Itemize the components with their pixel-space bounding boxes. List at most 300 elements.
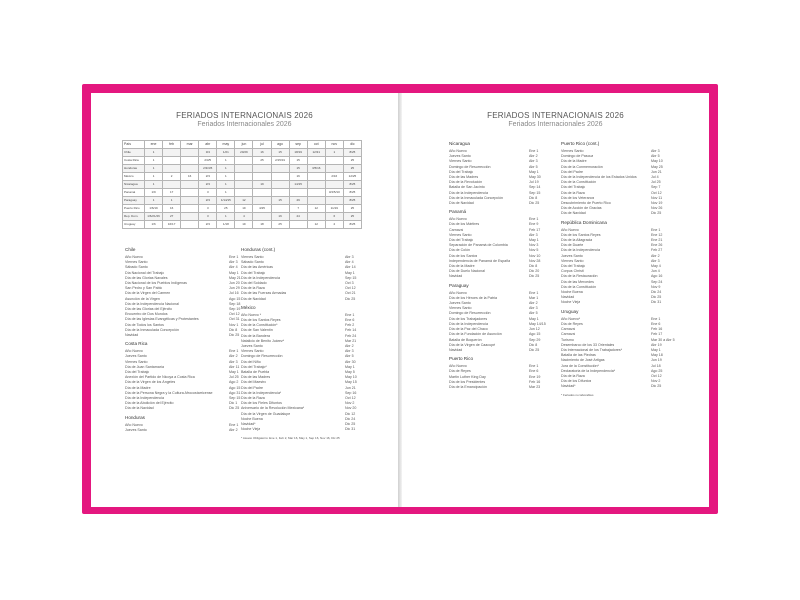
holiday-name: Día de Duarte [561,243,584,248]
holiday-date: Ago 16 [651,274,663,279]
holiday-name: Día del Soldado [241,281,267,286]
table-cell: 2/3/4/5 [199,165,217,173]
section-heading: República Dominicana [561,219,607,225]
holiday-date: Jul 25 [229,375,239,380]
holiday-name: Viernes Santo [449,306,472,311]
holiday-name: Día del Trabajo* [241,364,267,369]
holiday-name: Sábado Santo [125,265,148,270]
holiday-section [125,415,249,433]
holiday-name: Encuentro de Dos Mundos [125,312,168,317]
holiday-date: May 14/15 [529,321,546,326]
table-cell: 19 [253,181,271,189]
table-cell: 8/25 [343,149,361,157]
right-column-1 [449,141,549,393]
page-title: FERIADOS INTERNACIONAIS 2026 [176,111,313,120]
table-cell: 1/14/15 [217,197,235,205]
holiday-date: Dic 8 [229,327,238,332]
holiday-name: Día de los Santos Reyes [561,232,601,237]
holiday-name: Batalla de las Piedras [561,353,596,358]
table-cell: 2 [163,173,181,181]
holiday-name: Día de la Madre [125,385,151,390]
holiday-date: Jun 4 [651,269,660,274]
table-cell: 1/9 [145,189,163,197]
holiday-date: May 25 [651,164,663,169]
holiday-date: Abr 3 [345,255,354,259]
holiday-name: Día de la Persona Negra y la Cultura Afrocostarricense [125,390,213,395]
holiday-date: Abr 3 [651,149,660,153]
holiday-name: Día de la Virgen de Caacupé [449,342,496,347]
holiday-date: Dic 20 [529,269,540,274]
table-cell: 1 [145,157,163,165]
table-cell: 3 [199,189,217,197]
table-cell [235,165,253,173]
holiday-date: Oct 12 [345,396,356,401]
holiday-name: Anexión del Partido de Nicoya a Costa Rica [125,375,195,380]
table-cell: 19 [235,221,253,229]
holiday-row [561,211,671,216]
holiday-name: Día de las Iglesias Evangélicas y Protestantes [125,317,199,322]
holiday-date: Sep 18 [229,301,241,306]
holiday-date: May 1 [529,316,539,321]
holiday-date: Sep 7 [651,185,661,190]
holiday-name: Día de la Virgen del Carmen [125,291,171,296]
table-cell: 1/21 [217,149,235,157]
holiday-name: Año Nuevo* [561,316,581,321]
holiday-date: Nov 5 [529,248,539,253]
holiday-date: Oct 12 [651,373,662,378]
holiday-name: Año Nuevo [125,349,143,354]
holiday-name: Día de la Constitución [561,180,597,185]
holiday-date: Abr 2 [229,354,238,359]
holiday-name: Día de la Altagracia [561,238,593,243]
holiday-name: Día de Reyes [561,321,583,326]
table-header-cell: ago [271,141,289,149]
holiday-name: Día de la Constitución [561,284,597,289]
holiday-row [241,297,365,302]
holiday-name: Día del Niño [241,359,261,364]
table-cell [163,157,181,165]
holiday-name: Día del Trabajo [561,264,586,269]
holiday-name: Batalla de San Jacinto [449,185,485,190]
holiday-name: Día de los Veteranos [561,195,595,200]
holiday-date: Dic 25 [651,211,662,216]
holiday-name: Navidad* [561,384,576,389]
table-cell [163,165,181,173]
holiday-date: Nov 10 [529,253,541,258]
holiday-name: Jueves Santo [241,344,263,349]
table-cell [181,205,199,213]
holiday-date: Mar 1 [529,295,539,300]
holiday-date: Oct 12 [229,312,240,317]
holiday-name: Noche Buena [561,290,583,295]
holiday-date: Sep 14 [529,185,541,190]
holiday-name: Día de la Navidad [125,406,154,411]
table-cell [181,189,199,197]
table-cell: Honduras [123,165,145,173]
holiday-name: Día de Juan Santamaría [125,364,164,369]
table-cell: 15 [289,157,307,165]
holiday-date: Feb 17 [651,332,663,337]
table-header-cell: País [123,141,145,149]
table-cell [253,165,271,173]
holiday-name: Jueves Santo [125,354,147,359]
holiday-name: Día de la Inmaculada Concepción [125,327,179,332]
section-heading: Honduras (cont.) [241,247,276,252]
holiday-date: Oct 31 [229,317,240,322]
table-cell [271,205,289,213]
holiday-row [561,384,671,389]
holiday-date: Mar 23 [529,384,541,389]
holiday-name: Navidad* [241,422,256,427]
table-cell: 15 [271,197,289,205]
holiday-date: Dic 25 [529,201,540,206]
table-cell: 1 [217,181,235,189]
holiday-date: May 1 [229,370,239,375]
holiday-name: Día del Maestro [241,380,267,385]
holiday-name: Día de la Independencia [449,190,488,195]
holiday-name: Nacimiento de José Artigas [561,358,605,363]
holiday-date: Feb 24 [345,333,357,338]
table-row [123,197,362,205]
table-cell [271,173,289,181]
holiday-date: Dic 12 [345,411,356,416]
holiday-row [125,333,249,338]
holiday-date: May 30 [529,175,541,180]
section-heading: Nicaragua [449,141,470,146]
table-header-cell: ene [145,141,163,149]
table-cell: Rep. Dom. [123,213,145,221]
holiday-name: Día de los Fieles Difuntos [241,401,282,406]
holiday-name: Día de las Mercedes [561,279,594,284]
holiday-date: Feb 17 [529,227,541,232]
holiday-date: May 18 [651,353,663,358]
holiday-name: Viernes Santo [125,260,148,265]
holiday-date: Sep 29 [529,337,541,342]
table-cell: 12/25 [343,173,361,181]
holiday-name: Día de la Emancipación [449,384,487,389]
table-cell: 12 [307,221,325,229]
table-cell [307,157,325,165]
page-subtitle: Feriados Internacionales 2026 [508,121,603,128]
holiday-name: Día de los Santos Reyes [241,318,281,323]
holiday-date: Abr 11 [229,364,240,369]
table-row [123,189,362,197]
holiday-name: Separación de Panamá de Colombia [449,243,508,248]
holiday-date: Ene 1 [229,349,239,354]
holiday-name: Año Nuevo [125,422,143,427]
table-header-cell: nov [325,141,343,149]
holiday-date: Jul 19 [529,180,539,185]
page-title: FERIADOS INTERNACIONAIS 2026 [487,111,624,120]
table-row [123,165,362,173]
holiday-name: Día de la Virgen de los Ángeles [125,380,176,385]
section-heading: México [241,304,256,310]
holiday-name: Día de la Bandera [241,333,270,338]
table-cell: 8/25 [343,221,361,229]
holiday-name: Domingo de Resurrección [449,164,491,169]
table-cell [271,181,289,189]
holiday-name: Día de la Raza [241,286,265,291]
table-cell: 29 [289,197,307,205]
holiday-name: Día de Reyes [449,369,471,374]
holiday-date: Abr 5 [345,354,354,359]
table-cell [307,189,325,197]
holiday-name: Noche Buena [241,416,263,421]
holiday-date: May 5 [345,370,355,375]
table-cell [307,197,325,205]
table-cell: 12/31 [307,149,325,157]
holiday-row [561,300,671,305]
holiday-name: Día de la Fundación de Asunción [449,332,502,337]
holiday-name: Día de Acción de Gracias [561,206,602,211]
table-cell: 1 [145,165,163,173]
holiday-row [125,406,249,411]
table-cell: 1 [217,173,235,181]
table-cell: 3 [199,213,217,221]
holiday-name: Independencia de Panamá de España [449,258,511,263]
table-cell: 24 [289,213,307,221]
table-cell: 1 [145,149,163,157]
holiday-date: Nov 9 [651,284,661,289]
holiday-date: Sep 15 [345,275,357,280]
table-cell [307,213,325,221]
table-row [123,149,362,157]
holiday-date: Ene 6 [529,369,539,374]
table-cell: 3 [199,205,217,213]
holiday-name: Noche Vieja [561,300,581,305]
holiday-name: Día de la Constitución* [241,323,278,328]
holiday-date: May 4 [651,264,661,269]
holiday-date: Oct 21 [345,291,356,296]
table-header-cell: dic [343,141,361,149]
section-heading: Costa Rica [125,341,148,347]
table-cell: 2/3 [199,197,217,205]
table-header-cell: may [217,141,235,149]
table-cell [307,181,325,189]
left-column-2 [241,247,365,440]
table-cell: 1 [163,197,181,205]
table-cell: Puerto Rico [123,205,145,213]
holiday-date: Ene 1 [529,217,539,222]
holiday-name: Día de la Restauración [561,274,598,279]
table-cell: 12 [235,197,253,205]
holiday-row [449,201,549,206]
holiday-name: Año Nuevo [449,290,467,295]
holiday-name: Corpus Christi [561,269,584,274]
holiday-name: Día de la Independencia de los Estados Unidos [561,175,637,180]
holiday-name: Jueves Santo [125,427,147,432]
table-cell [163,149,181,157]
holiday-name: Viernes Santo [241,255,264,259]
holiday-section [125,341,249,411]
table-cell: 1 [217,165,235,173]
holiday-date: Dic 31 [651,300,662,305]
table-cell [325,181,343,189]
holiday-date: Ene 1 [229,255,239,259]
holiday-name: Navidad [561,295,575,300]
holiday-date: Jul 18 [651,363,661,368]
holiday-name: Sábado Santo [241,260,264,265]
holiday-name: Día de la Independencia [241,275,280,280]
holiday-date: Sep 24 [651,279,663,284]
holiday-date: Abr 2 [229,427,238,432]
holiday-date: Mar 30 a Abr 5 [651,337,675,342]
holiday-name: Asunción de la Virgen [125,296,160,301]
holiday-date: Ago 31 [229,390,241,395]
table-cell: 27 [163,213,181,221]
holiday-name: Día de la Inmaculada Concepción [449,195,503,200]
holiday-name: Batalla de Boquerón [449,337,482,342]
table-cell [235,189,253,197]
table-cell: 16 [271,213,289,221]
holiday-date: Sep 16 [345,390,357,395]
holiday-date: Ene 1 [651,227,661,232]
holiday-date: Ene 6 [651,321,661,326]
holiday-name: Día de Navidad [241,296,266,301]
left-page [91,93,398,507]
table-cell [181,181,199,189]
table-cell [325,197,343,205]
holiday-name: Día del Trabajo [449,169,474,174]
table-cell: 20/29 [235,149,253,157]
holiday-date: Ene 1 [529,149,539,153]
table-row [123,173,362,181]
table-cell [181,149,199,157]
holiday-date: May 15 [345,380,357,385]
holiday-date: Abr 2 [651,253,660,258]
holiday-name: Día de la Revolución [449,180,483,185]
holiday-name: Aniversario de la Revolución Mexicana* [241,406,305,411]
table-cell: 16 [163,205,181,213]
holiday-name: Día de la Raza [561,373,585,378]
table-cell: Uruguay [123,221,145,229]
table-cell [253,173,271,181]
holiday-name: Año Nuevo [449,149,467,153]
table-cell [289,221,307,229]
holiday-date: Abr 3 [651,258,660,263]
holiday-date: Jun 29 [229,286,240,291]
table-cell: 3/5/16 [307,165,325,173]
holiday-name: Día de la Madre [449,264,475,269]
holiday-name: Viernes Santo [561,149,584,153]
table-cell: 2/16 [325,173,343,181]
holiday-row [449,385,549,390]
holiday-name: Día de Duelo Nacional [449,269,485,274]
table-cell: 2/3 [199,221,217,229]
holiday-date: Jul 4 [651,175,659,180]
holiday-name: Día del Trabajo [561,185,586,190]
holiday-date: Jun 12 [529,327,540,332]
table-cell: 16 [289,173,307,181]
holiday-date: Abr 3 [229,260,238,265]
table-cell: 1 [325,149,343,157]
holiday-section [125,247,249,338]
holiday-date: Jun 21 [651,169,662,174]
section-heading: Chile [125,247,136,252]
holiday-name: Día de Navidad [561,211,586,216]
holiday-name: Día de la Independencia [125,396,164,401]
right-column-2 [561,141,675,397]
holiday-row [241,427,365,432]
table-cell: Nicaragua [123,181,145,189]
table-cell: 8/25 [343,197,361,205]
holiday-name: Día de la Raza [561,190,585,195]
holiday-name: Día de las Fuerzas Armadas [241,291,287,296]
left-column-1 [125,247,249,436]
holiday-section [561,141,671,217]
table-cell: 4 [235,213,253,221]
holiday-date: Abr 2 [529,301,538,306]
holiday-section [449,141,549,206]
table-cell: 16/17 [163,221,181,229]
holiday-name: Día de los Presidentes [449,379,486,384]
holiday-name: Viernes Santo [125,359,148,364]
table-row [123,157,362,165]
table-cell [307,173,325,181]
table-cell: 2/3 [199,173,217,181]
holiday-date: Ago 25 [651,368,663,373]
holiday-date: Abr 3 [345,349,354,354]
holiday-name: Día del Trabajo [241,270,266,275]
holiday-date: Abr 5 [529,164,538,169]
holiday-name: Día de la Independencia* [241,390,282,395]
left-page-header [91,111,398,129]
table-cell: 1 [145,197,163,205]
table-row [123,181,362,189]
table-header-cell: jul [253,141,271,149]
holiday-name: Día del Trabajo [125,370,150,375]
table-cell [235,157,253,165]
holiday-date: Ago 15 [229,385,241,390]
holiday-date: Dic 25 [651,384,662,389]
holiday-section [449,356,549,390]
holiday-name: Día de la Conmemoración [561,164,603,169]
table-cell [271,165,289,173]
holiday-name: San Pedro y San Pablo [125,286,163,291]
holiday-name: Día de las Glorias del Ejército [125,307,173,312]
holiday-date: Ago 15 [529,332,541,337]
holiday-name: Día de los Trabajadores [449,316,488,321]
holiday-date: May 10 [345,375,357,380]
table-cell: 1 [217,157,235,165]
holiday-date: Dic 25 [229,333,240,338]
table-cell: 2 [325,221,343,229]
table-cell: 3/4/5/10 [325,189,343,197]
table-header-cell: oct [307,141,325,149]
holiday-date: May 1 [529,238,539,243]
table-cell: 25 [271,221,289,229]
holiday-date: Nov 28 [529,258,541,263]
table-cell: 25 [343,165,361,173]
holiday-date: Feb 2 [345,323,355,328]
holiday-name: Descubrimiento de Puerto Rico [561,201,611,206]
holiday-name: Año Nuevo [449,364,467,369]
holiday-date: Nov 2 [345,401,355,406]
holiday-name: Día de la Paz del Chaco [449,327,488,332]
table-cell: México [123,173,145,181]
holiday-name: Día del Trabajo [449,238,474,243]
holiday-date: Dic 25 [345,296,356,301]
table-cell [181,221,199,229]
table-cell: 17 [163,189,181,197]
holiday-date: Ene 19 [529,374,541,379]
holiday-name: Día Nacional de los Pueblos Indígenas [125,281,187,286]
holiday-date: Abr 3 [229,359,238,364]
table-cell [253,197,271,205]
table-cell [181,157,199,165]
holiday-name: Viernes Santo [449,159,472,164]
holiday-date: Feb 16 [529,379,541,384]
